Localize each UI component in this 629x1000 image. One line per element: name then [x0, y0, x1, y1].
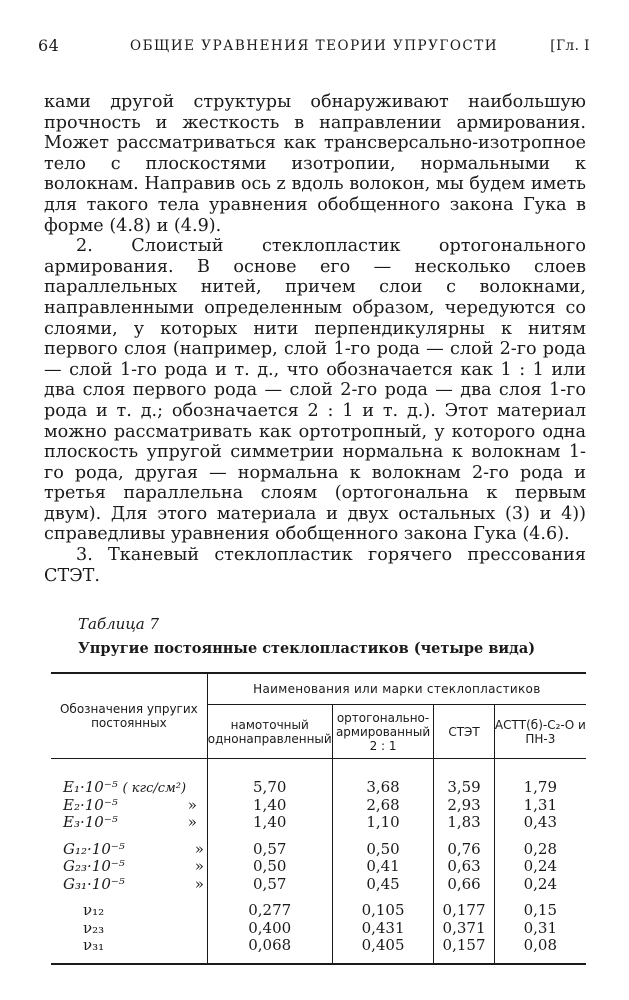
table-cell: 0,068: [248, 936, 292, 954]
table-cell: 0,400: [248, 918, 292, 937]
elastic-constants-table: [51, 672, 586, 965]
running-title: ОБЩИЕ УРАВНЕНИЯ ТЕОРИИ УПРУГОСТИ: [130, 38, 498, 54]
column-header: намоточный однонаправленный: [207, 705, 332, 759]
table-cell: 0,43: [523, 813, 558, 831]
body-text: [44, 92, 586, 586]
row-label: ν₁₂: [83, 901, 105, 919]
table-cell: 0,41: [366, 857, 400, 875]
table-cell: 0,45: [366, 874, 400, 893]
values-column-2: [332, 759, 434, 964]
table-cell: 0,28: [523, 839, 558, 858]
table-cell: 0,50: [253, 857, 287, 875]
row-label: G₃₁·10⁻⁵: [63, 874, 125, 893]
ditto-mark: »: [194, 874, 204, 893]
table-cell: 0,66: [447, 874, 481, 893]
table-cell: 0,177: [442, 901, 486, 919]
row-label: E₃·10⁻⁵: [63, 813, 118, 831]
running-header: [38, 36, 590, 58]
row-label: E₂·10⁻⁵: [63, 795, 118, 814]
paragraph-3: 3. Тканевый стеклопластик горячего прессования СТЭТ.: [44, 545, 586, 586]
table-cell: 0,31: [523, 918, 558, 937]
table-cell: 0,157: [442, 936, 486, 954]
ditto-mark: »: [187, 795, 197, 814]
table-title: Упругие постоянные стеклопластиков (четыре вида): [78, 640, 536, 657]
row-label: ν₃₁: [83, 936, 105, 954]
table-cell: 3,59: [447, 778, 481, 796]
table-cell: 1,40: [253, 813, 287, 831]
column-header: СТЭТ: [434, 705, 494, 759]
row-label: G₁₂·10⁻⁵: [63, 839, 125, 858]
page-number: 64: [38, 36, 60, 55]
group-header: Наименования или марки стеклопластиков: [207, 673, 586, 705]
values-column-3: [434, 759, 494, 964]
table-cell: 1,83: [447, 813, 481, 831]
chapter-label: [Гл. I: [550, 38, 590, 54]
table-cell: 0,63: [447, 857, 481, 875]
row-label: G₂₃·10⁻⁵: [63, 857, 125, 875]
paragraph-1: ками другой структуры обнаруживают наибольшую прочность и жесткость в направлении армирования. Может рассматриваться как трансверсально-изотропное тело с плоскостями изотропии, нормальными к волокнам. Направив ось z вдоль волокон, мы будем иметь для такого тела уравнения обобщенного закона Гука в форме (4.8) и (4.9).: [44, 92, 586, 236]
table-cell: 2,68: [366, 795, 400, 814]
ditto-mark: »: [187, 813, 197, 831]
table-cell: 1,31: [523, 795, 558, 814]
ditto-mark: »: [194, 857, 204, 875]
table-cell: 1,10: [366, 813, 400, 831]
paragraph-2: 2. Слоистый стеклопластик ортогонального армирования. В основе его — несколько слоев параллельных нитей, причем слои с волокнами, направленными определенным образом, чередуются со слоями, у которых нити перпендикулярны к нитям первого слоя (например, слой 1-го рода — слой 2-го рода — слой 1-го рода и т. д., что обозначается как 1 : 1 или два слоя первого рода — слой 2-го рода — два слоя 1-го рода и т. д.; обозначается 2 : 1 и т. д.). Этот материал можно рассматривать как ортотропный, у которого одна плоскость упругой симметрии нормальна к волокнам 1-го рода, другая — нормальна к волокнам 2-го рода и третья параллельна слоям (ортогональна к первым двум). Для этого материала и двух остальных (3) и 4)) справедливы уравнения обобщенного закона Гука (4.6).: [44, 236, 586, 545]
table-caption: Таблица 7: [78, 615, 160, 633]
table-cell: 0,277: [248, 901, 292, 919]
left-header: Обозначения упругих постоянных: [51, 673, 207, 759]
table-cell: 2,93: [447, 795, 481, 814]
table-cell: 0,50: [366, 839, 400, 858]
column-header: ортогонально-армированный 2 : 1: [332, 705, 434, 759]
table-cell: 3,68: [366, 778, 400, 796]
table-cell: 0,57: [253, 874, 287, 893]
table-cell: 0,15: [523, 901, 558, 919]
table-cell: 0,08: [523, 936, 558, 954]
table-cell: 0,405: [361, 936, 405, 954]
values-column-1: [207, 759, 332, 964]
table-cell: 5,70: [253, 778, 287, 796]
values-column-4: [494, 759, 586, 964]
row-labels-cell: [51, 759, 207, 964]
column-header: АСТТ(б)-С₂-О и ПН-3: [494, 705, 586, 759]
table-cell: 0,57: [253, 839, 287, 858]
table-cell: 0,431: [361, 918, 405, 937]
table-cell: 0,105: [361, 901, 405, 919]
table-cell: 1,79: [523, 778, 558, 796]
ditto-mark: »: [194, 839, 204, 858]
row-label: E₁·10⁻⁵: [63, 778, 118, 796]
table-cell: 1,40: [253, 795, 287, 814]
table-cell: 0,24: [523, 874, 558, 893]
table-cell: 0,371: [442, 918, 486, 937]
table-cell: 0,76: [447, 839, 481, 858]
row-label: ν₂₃: [83, 918, 105, 937]
unit-label: ( кгс/см²): [122, 781, 187, 796]
table-cell: 0,24: [523, 857, 558, 875]
